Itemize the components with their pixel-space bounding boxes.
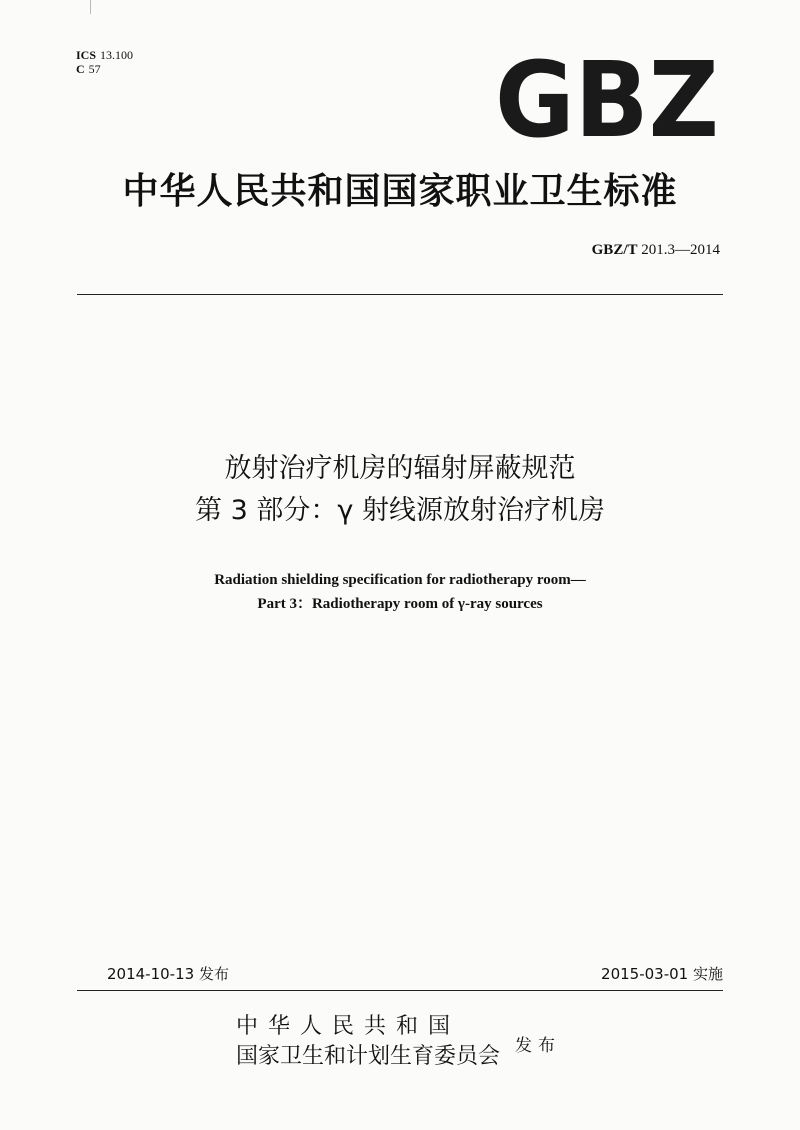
standard-category-title: 中华人民共和国国家职业卫生标准: [122, 171, 678, 212]
chinese-title-line-2: 第 3 部分：γ 射线源放射治疗机房: [195, 495, 605, 526]
ccs-line: [76, 62, 133, 76]
gbz-logo: [494, 56, 720, 140]
scan-artifact: [90, 0, 91, 14]
issuer-line-1: 中华人民共和国: [236, 1014, 461, 1039]
ics-line: [76, 48, 133, 62]
english-title-line-2: Part 3：Radiotherapy room of γ-ray sources: [257, 596, 543, 612]
issuer-line-2: 国家卫生和计划生育委员会: [236, 1044, 501, 1069]
top-divider: [77, 294, 723, 295]
effective-date: 2015-03-01 实施: [601, 965, 723, 983]
standard-number-value: 201.3—2014: [641, 242, 720, 258]
publish-label: 发布: [515, 1036, 561, 1056]
english-title: [0, 568, 800, 616]
standard-number: [592, 242, 720, 259]
chinese-title-line-1: 放射治疗机房的辐射屏蔽规范: [224, 453, 576, 484]
chinese-title: [0, 448, 800, 532]
ics-label: ICS: [76, 48, 97, 62]
gbz-logo-text: GBZ: [495, 56, 719, 140]
english-title-line-1: Radiation shielding specification for radiotherapy room—: [214, 572, 586, 588]
ccs-code: 57: [88, 62, 101, 76]
issue-date: 2014-10-13 发布: [107, 965, 229, 983]
issuing-authorities: [236, 1012, 500, 1072]
ccs-label: C: [76, 62, 85, 76]
gbz-logo-graphic: [494, 56, 720, 140]
classification-codes: [76, 48, 133, 76]
ics-code: 13.100: [100, 48, 134, 62]
standard-number-prefix: GBZ/T: [591, 242, 638, 258]
bottom-divider: [77, 990, 723, 991]
